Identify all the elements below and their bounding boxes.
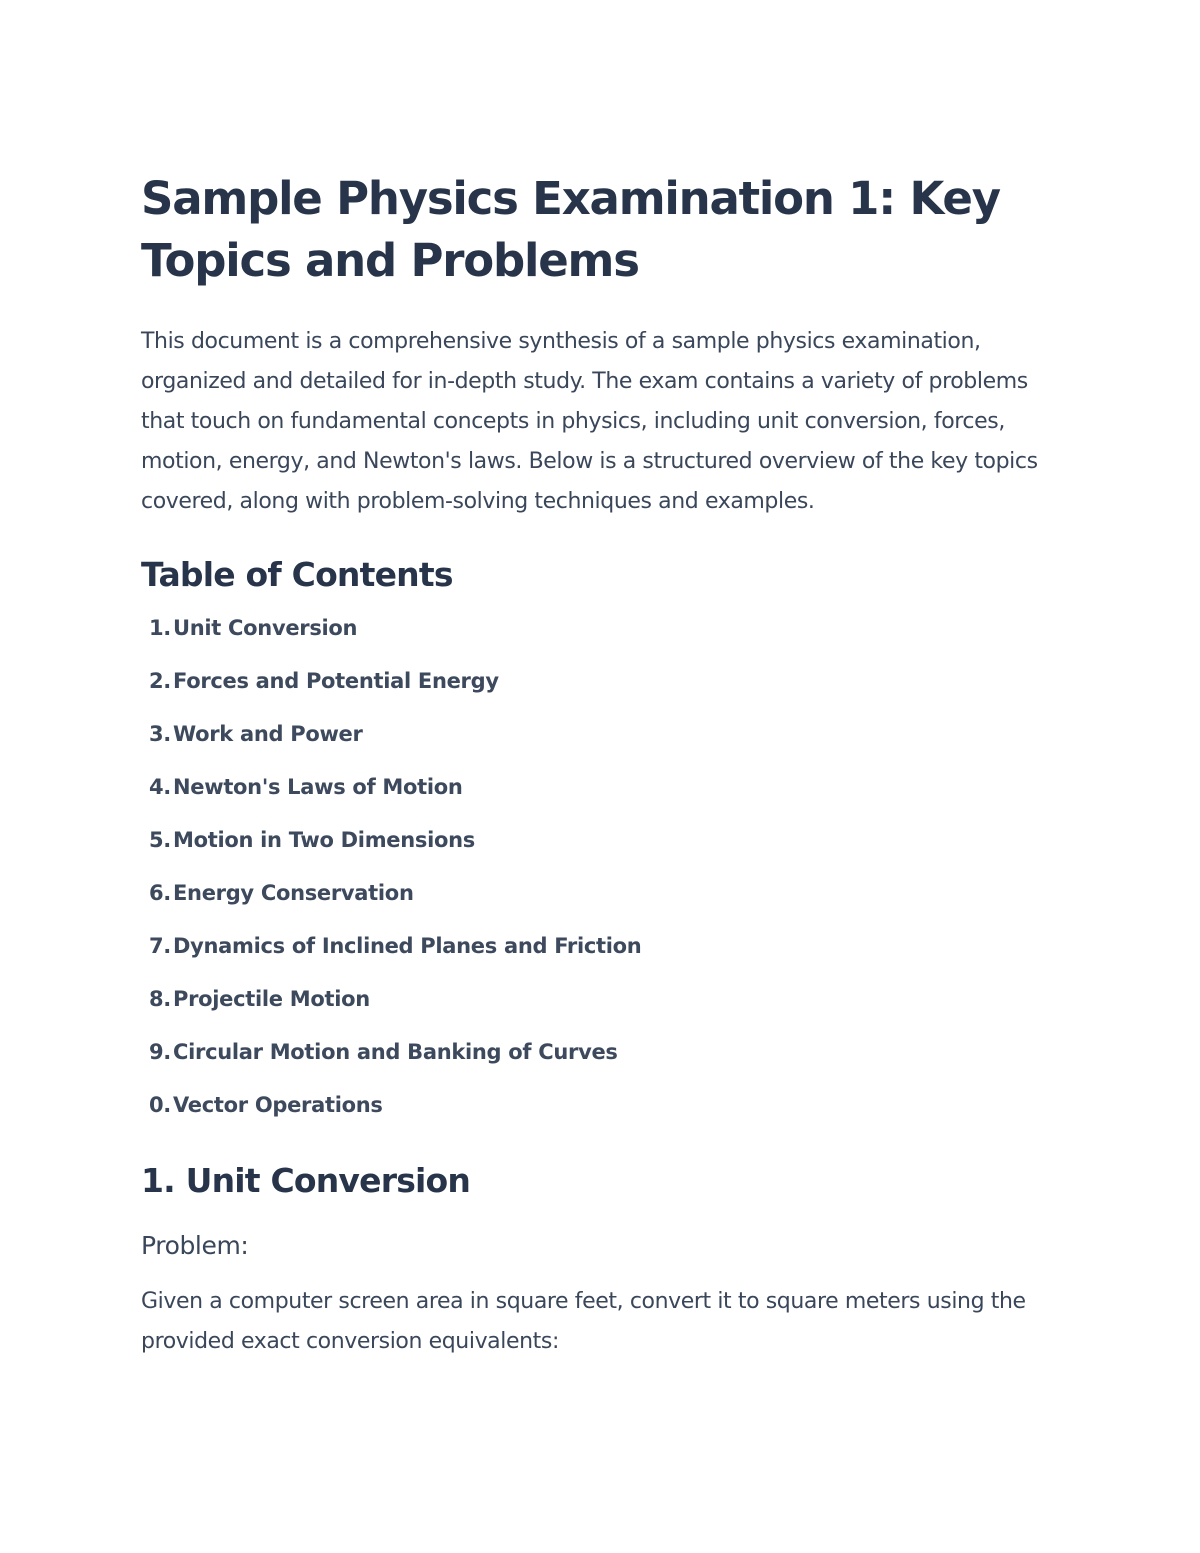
- toc-item-number: 7.: [149, 934, 171, 958]
- toc-item-label: Newton's Laws of Motion: [173, 775, 463, 799]
- problem-subheading: Problem:: [141, 1231, 249, 1260]
- toc-item-label: Energy Conservation: [173, 881, 414, 905]
- toc-item-projectile-motion[interactable]: [141, 987, 1071, 1040]
- toc-item-vector-operations[interactable]: [141, 1093, 1071, 1146]
- toc-item-number: 1.: [149, 616, 171, 640]
- toc-item-number: 0.: [149, 1093, 171, 1117]
- problem-text: Given a computer screen area in square feet, convert it to square meters using the provided exact conversion equivalents:: [141, 1289, 1026, 1354]
- toc-item-label: Work and Power: [173, 722, 363, 746]
- toc-item-number: 6.: [149, 881, 171, 905]
- toc-item-label: Unit Conversion: [173, 616, 358, 640]
- toc-item-motion-two-dimensions[interactable]: [141, 828, 1071, 881]
- document-page: [141, 168, 1071, 1362]
- toc-item-number: 3.: [149, 722, 171, 746]
- toc-item-forces-potential-energy[interactable]: [141, 669, 1071, 722]
- toc-item-newtons-laws[interactable]: [141, 775, 1071, 828]
- toc-item-inclined-planes-friction[interactable]: [141, 934, 1071, 987]
- toc-item-label: Projectile Motion: [173, 987, 370, 1011]
- toc-item-label: Dynamics of Inclined Planes and Friction: [173, 934, 642, 958]
- toc-item-number: 4.: [149, 775, 171, 799]
- toc-item-number: 8.: [149, 987, 171, 1011]
- toc-item-energy-conservation[interactable]: [141, 881, 1071, 934]
- toc-item-number: 5.: [149, 828, 171, 852]
- toc-item-label: Circular Motion and Banking of Curves: [173, 1040, 618, 1064]
- toc-item-number: 2.: [149, 669, 171, 693]
- toc-item-label: Forces and Potential Energy: [173, 669, 499, 693]
- toc-heading: Table of Contents: [141, 555, 453, 594]
- toc-item-number: 9.: [149, 1040, 171, 1064]
- toc-item-label: Motion in Two Dimensions: [173, 828, 475, 852]
- toc-item-circular-motion[interactable]: [141, 1040, 1071, 1093]
- toc-item-unit-conversion[interactable]: [141, 616, 1071, 669]
- section-heading-unit-conversion: 1. Unit Conversion: [141, 1161, 471, 1200]
- toc-item-label: Vector Operations: [173, 1093, 383, 1117]
- document-title: Sample Physics Examination 1: Key Topics and Problems: [141, 172, 1000, 287]
- table-of-contents: [141, 616, 1071, 1146]
- toc-item-work-power[interactable]: [141, 722, 1071, 775]
- intro-paragraph: This document is a comprehensive synthesis of a sample physics examination, organized and detailed for in-depth study. The exam contains a variety of problems that touch on fundamental concepts in physics, including unit conversion, forces, motion, energy, and Newton's laws. Below is a structured overview of the key topics covered, along with problem-solving techniques and examples.: [141, 329, 1038, 514]
